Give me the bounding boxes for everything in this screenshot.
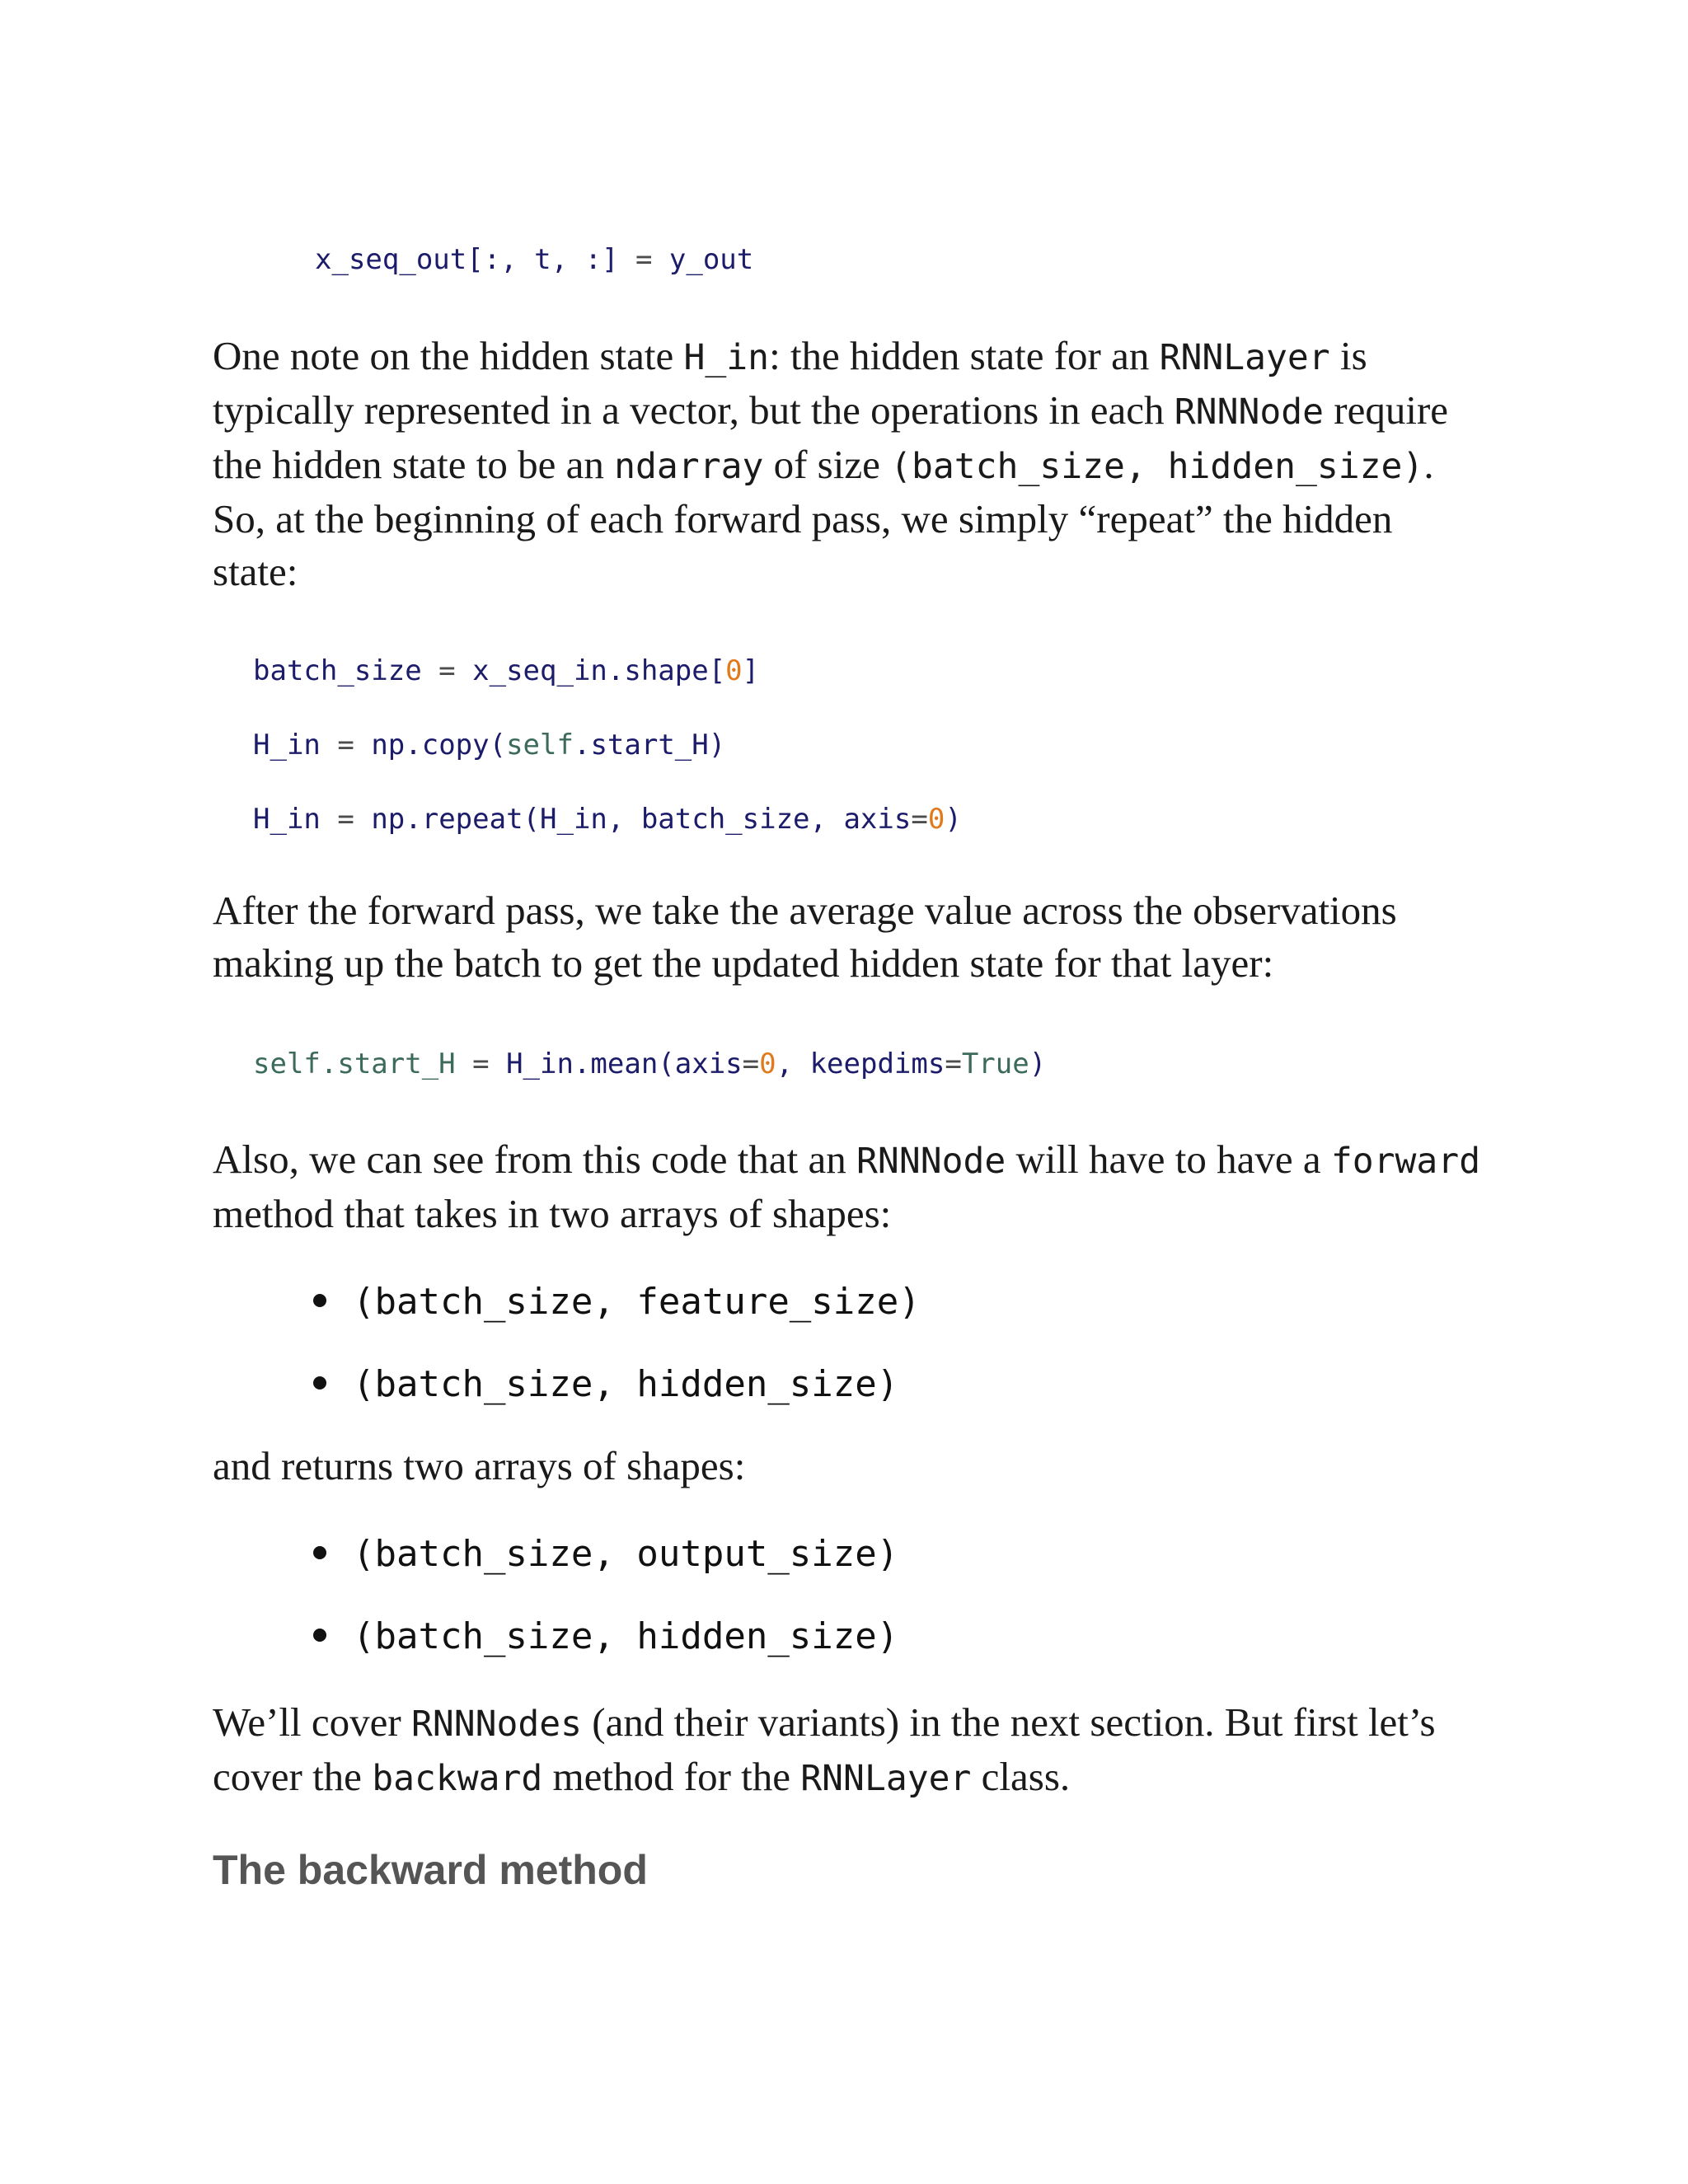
code-number: 0 <box>927 803 945 836</box>
text-run: method that takes in two arrays of shapes: <box>213 1191 892 1236</box>
code-token: batch_size <box>253 654 439 687</box>
text-run: Also, we can see from this code that an <box>213 1137 857 1182</box>
code-token: H_in <box>253 729 338 762</box>
code-operator: = <box>472 1047 490 1080</box>
list-item-text: (batch_size, feature_size) <box>353 1281 921 1323</box>
code-operator: = <box>742 1047 760 1080</box>
bullet-dot-icon <box>313 1546 326 1559</box>
text-run: One note on the hidden state <box>213 333 684 378</box>
code-token: ) <box>945 803 962 836</box>
list-item-input-shape <box>313 1363 899 1405</box>
code-token: x_seq_in.shape[ <box>455 654 726 687</box>
bullet-dot-icon <box>313 1629 326 1642</box>
code-self: self <box>253 1047 321 1080</box>
code-token: np.copy( <box>354 729 507 762</box>
inline-code: H_in <box>683 337 770 378</box>
code-operator: = <box>911 803 928 836</box>
inline-code: (batch_size, hidden_size) <box>890 446 1424 487</box>
list-item-output-shape <box>313 1615 899 1657</box>
inline-code: RNNNode <box>856 1141 1006 1182</box>
text-run: We’ll cover <box>213 1699 411 1745</box>
list-item-input-shape <box>313 1281 921 1323</box>
inline-code: RNNNodes <box>410 1704 583 1745</box>
text-run: (and their variants) in the next section. But first let’s cover the <box>213 1699 1436 1799</box>
code-line-batch-size <box>253 654 760 687</box>
list-item-output-shape <box>313 1533 899 1575</box>
text-run: method for the <box>542 1754 801 1799</box>
bullet-dot-icon <box>313 1294 326 1307</box>
list-item-text: (batch_size, hidden_size) <box>353 1615 899 1657</box>
code-operator: = <box>635 243 653 276</box>
paragraph-next-section <box>213 1696 1482 1805</box>
inline-code: backward <box>372 1758 543 1799</box>
inline-code: ndarray <box>614 446 764 487</box>
code-operator: = <box>337 803 354 836</box>
code-token: .start_H <box>320 1047 473 1080</box>
paragraph-returns <box>213 1440 1482 1493</box>
inline-code: RNNLayer <box>800 1758 972 1799</box>
code-number: 0 <box>759 1047 776 1080</box>
code-token: x_seq_out[:, t, :] <box>315 243 635 276</box>
code-operator: = <box>337 729 354 762</box>
inline-code: forward <box>1330 1141 1481 1182</box>
list-item-text: (batch_size, hidden_size) <box>353 1363 899 1405</box>
code-token: , keepdims <box>776 1047 945 1080</box>
text-run: class. <box>971 1754 1071 1799</box>
text-run: require the hidden state to be an <box>213 387 1449 487</box>
code-token: .start_H) <box>573 729 726 762</box>
code-number: 0 <box>725 654 743 687</box>
code-operator: = <box>438 654 456 687</box>
text-run: . So, at the beginning of each forward pass, we simply “repeat” the hidden state: <box>213 442 1434 594</box>
code-operator: = <box>945 1047 962 1080</box>
text-run: and returns two arrays of shapes: <box>213 1443 746 1488</box>
code-line-h-in-repeat <box>253 803 962 836</box>
text-run: After the forward pass, we take the average value across the observations making up the batch to get the updated hidden state for that layer: <box>213 888 1397 986</box>
paragraph-hidden-state-note <box>213 330 1482 598</box>
inline-code: RNNLayer <box>1159 337 1330 378</box>
code-token: ] <box>742 654 760 687</box>
code-token: H_in <box>253 803 338 836</box>
text-run: of size <box>763 442 891 487</box>
text-run: will have to have a <box>1006 1137 1331 1182</box>
code-line-start-h-mean <box>253 1047 1047 1080</box>
code-self: self <box>506 729 574 762</box>
text-run: is typically represented in a vector, but the operations in each <box>213 333 1367 433</box>
code-token: y_out <box>652 243 754 276</box>
paragraph-after-forward-pass <box>213 884 1482 990</box>
code-line-h-in-copy <box>253 729 726 762</box>
inline-code: RNNNode <box>1174 391 1325 433</box>
code-line-seq-out <box>315 243 754 276</box>
code-token: H_in.mean(axis <box>489 1047 743 1080</box>
paragraph-forward-method <box>213 1133 1482 1240</box>
code-token: ) <box>1029 1047 1047 1080</box>
list-item-text: (batch_size, output_size) <box>353 1533 899 1575</box>
code-token: np.repeat(H_in, batch_size, axis <box>354 803 912 836</box>
code-boolean: True <box>961 1047 1029 1080</box>
section-heading: The backward method <box>213 1847 648 1893</box>
bullet-dot-icon <box>313 1376 326 1390</box>
text-run: : the hidden state for an <box>769 333 1160 378</box>
